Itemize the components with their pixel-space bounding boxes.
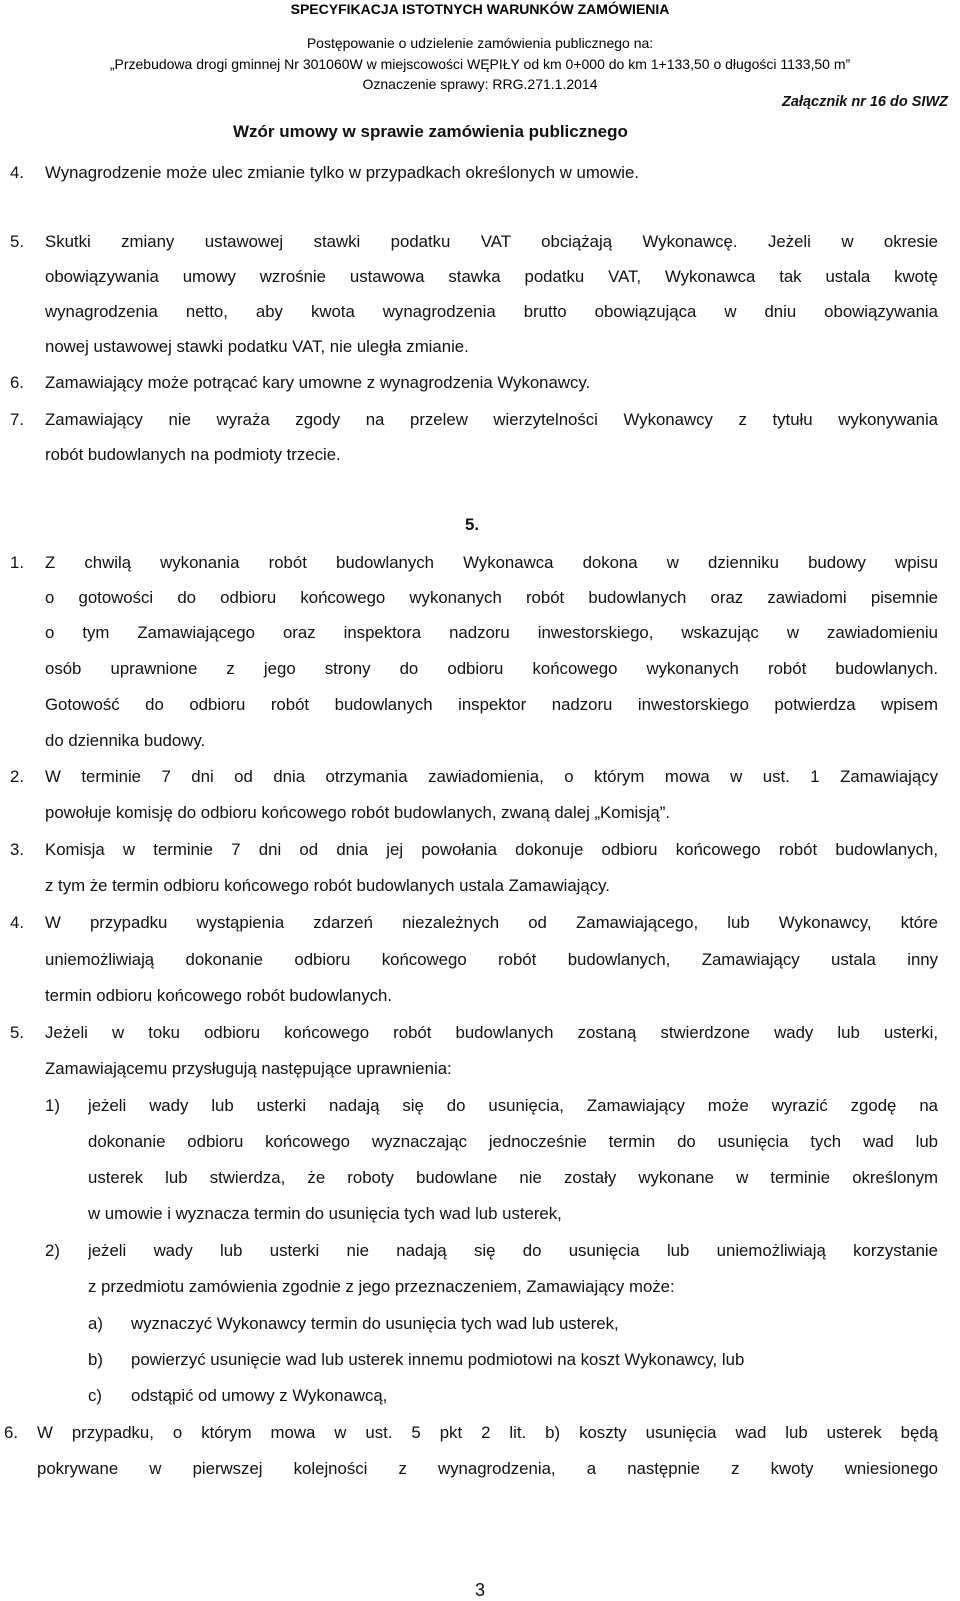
paragraph-line: z tym że termin odbioru końcowego robót budowlanych ustala Zamawiający. — [45, 876, 610, 895]
attachment-label: Załącznik nr 16 do SIWZ — [782, 94, 948, 110]
paragraph-line: usterek lub stwierdza, że roboty budowlane nie zostały wykonane w terminie określonym — [88, 1168, 938, 1187]
paragraph-line: nowej ustawowej stawki podatku VAT, nie uległa zmianie. — [45, 337, 469, 356]
letter-item-marker: c) — [88, 1386, 102, 1405]
item-number: 5. — [10, 232, 24, 251]
item-number: 4. — [10, 913, 24, 932]
paragraph-line: W przypadku wystąpienia zdarzeń niezależnych od Zamawiającego, lub Wykonawcy, które — [45, 913, 938, 932]
page-number: 3 — [474, 1580, 485, 1600]
item-number: 3. — [10, 840, 24, 859]
subitem-number: 2) — [45, 1241, 60, 1260]
paragraph-line: robót budowlanych na podmioty trzecie. — [45, 445, 341, 464]
letter-item-marker: a) — [88, 1314, 103, 1333]
paragraph-line: powołuje komisję do odbioru końcowego robót budowlanych, zwaną dalej „Komisją”. — [45, 803, 670, 822]
paragraph-line: wynagrodzenia netto, aby kwota wynagrodzenia brutto obowiązująca w dniu obowiązywania — [45, 302, 938, 321]
item-number: 6. — [10, 373, 24, 392]
reference-line: Oznaczenie sprawy: RRG.271.1.2014 — [362, 76, 598, 92]
letter-item-text: powierzyć usunięcie wad lub usterek innemu podmiotowi na koszt Wykonawcy, lub — [131, 1350, 745, 1369]
letter-item-text: odstąpić od umowy z Wykonawcą, — [131, 1386, 388, 1405]
paragraph-line: z przedmiotu zamówienia zgodnie z jego przeznaczeniem, Zamawiający może: — [88, 1277, 675, 1296]
item-number: 6. — [4, 1423, 18, 1442]
paragraph-line: Zamawiający nie wyraża zgody na przelew wierzytelności Wykonawcy z tytułu wykonywania — [45, 410, 938, 429]
paragraph-line: pokrywane w pierwszej kolejności z wynagrodzenia, a następnie z kwoty wniesionego — [37, 1459, 938, 1478]
paragraph-line: jeżeli wady lub usterki nadają się do usunięcia, Zamawiający może wyrazić zgodę na — [88, 1096, 938, 1115]
paragraph-line: Komisja w terminie 7 dni od dnia jej powołania dokonuje odbioru końcowego robót budowlanych, — [45, 840, 938, 859]
item-number: 5. — [10, 1023, 24, 1042]
section-heading: 5. — [465, 515, 479, 534]
paragraph-line: o gotowości do odbioru końcowego wykonanych robót budowlanych oraz zawiadomi pisemnie — [45, 588, 938, 607]
paragraph-line: W przypadku, o którym mowa w ust. 5 pkt 2 lit. b) koszty usunięcia wad lub usterek będą — [37, 1423, 938, 1442]
paragraph-line: Zamawiający może potrącać kary umowne z wynagrodzenia Wykonawcy. — [45, 373, 591, 392]
paragraph-line: Gotowość do odbioru robót budowlanych inspektor nadzoru inwestorskiego potwierdza wpisem — [45, 695, 938, 714]
paragraph-line: jeżeli wady lub usterki nie nadają się do usunięcia lub uniemożliwiają korzystanie — [88, 1241, 938, 1260]
paragraph-line: dokonanie odbioru końcowego wyznaczając jednocześnie termin do usunięcia tych wad lub — [88, 1132, 938, 1151]
paragraph-line: do dziennika budowy. — [45, 731, 206, 750]
item-number: 7. — [10, 410, 24, 429]
paragraph-line: Wynagrodzenie może ulec zmianie tylko w przypadkach określonych w umowie. — [45, 163, 639, 182]
paragraph-line: obowiązywania umowy wzrośnie ustawowa stawka podatku VAT, Wykonawca tak ustala kwotę — [45, 267, 938, 286]
subitem-number: 1) — [45, 1096, 60, 1115]
paragraph-line: o tym Zamawiającego oraz inspektora nadzoru inwestorskiego, wskazując w zawiadomieniu — [45, 623, 938, 642]
paragraph-line: osób uprawnione z jego strony do odbioru końcowego wykonanych robót budowlanych. — [45, 659, 938, 678]
paragraph-line: Skutki zmiany ustawowej stawki podatku VAT obciążają Wykonawcę. Jeżeli w okresie — [45, 232, 938, 251]
paragraph-line: Zamawiającemu przysługują następujące uprawnienia: — [45, 1059, 452, 1078]
proceeding-line: Postępowanie o udzielenie zamówienia publicznego na: — [306, 35, 654, 51]
item-number: 2. — [10, 767, 24, 786]
letter-item-marker: b) — [88, 1350, 103, 1369]
document-title: Wzór umowy w sprawie zamówienia publicznego — [233, 122, 628, 141]
letter-item-text: wyznaczyć Wykonawcy termin do usunięcia tych wad lub usterek, — [131, 1314, 619, 1333]
paragraph-line: uniemożliwiają dokonanie odbioru końcowego robót budowlanych, Zamawiający ustala inny — [45, 950, 938, 969]
item-number: 1. — [10, 553, 24, 572]
paragraph-line: Jeżeli w toku odbioru końcowego robót budowlanych zostaną stwierdzone wady lub usterki, — [45, 1023, 938, 1042]
paragraph-line: termin odbioru końcowego robót budowlanych. — [45, 986, 393, 1005]
paragraph-line: W terminie 7 dni od dnia otrzymania zawiadomienia, o którym mowa w ust. 1 Zamawiający — [45, 767, 938, 786]
paragraph-line: w umowie i wyznacza termin do usunięcia tych wad lub usterek, — [88, 1204, 562, 1223]
paragraph-line: Z chwilą wykonania robót budowlanych Wykonawca dokona w dzienniku budowy wpisu — [45, 553, 938, 572]
project-line: „Przebudowa drogi gminnej Nr 301060W w miejscowości WĘPIŁY od km 0+000 do km 1+133,50 o długości 1133,50 m” — [109, 56, 851, 72]
item-number: 4. — [10, 163, 24, 182]
spec-header-title: SPECYFIKACJA ISTOTNYCH WARUNKÓW ZAMÓWIENIA — [290, 1, 670, 17]
